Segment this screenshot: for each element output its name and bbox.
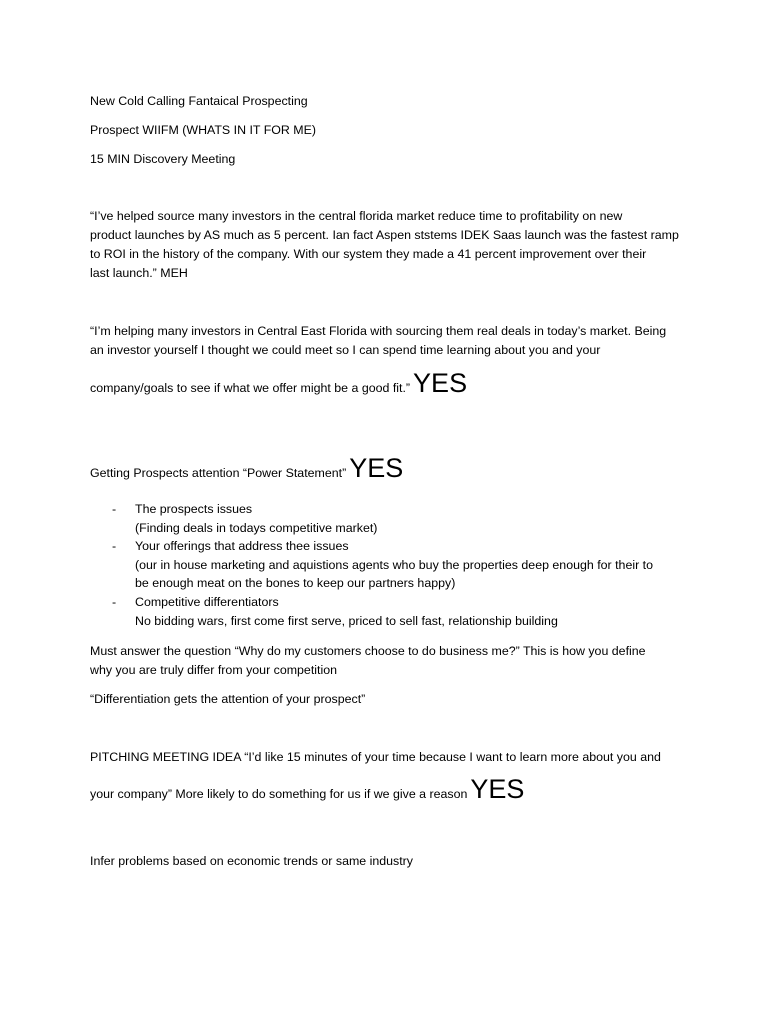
- meeting-line: 15 MIN Discovery Meeting: [90, 152, 236, 166]
- must-answer-line: Must answer the question “Why do my customers choose to do business me?” This is how you define: [90, 644, 646, 658]
- quote-meh-line: “I’ve helped source many investors in the central florida market reduce time to profitability on new: [90, 209, 623, 223]
- infer-line: Infer problems based on economic trends or same industry: [90, 854, 414, 868]
- quote-yes-line: an investor yourself I thought we could meet so I can spend time learning about you and your: [90, 343, 601, 357]
- must-answer-line: why you are truly differ from your competition: [90, 663, 337, 677]
- quote-yes-last-line: [90, 370, 685, 403]
- yes-mark: YES: [470, 774, 525, 804]
- quote-meh-line: last launch.” MEH: [90, 266, 188, 280]
- pitching-line-2-text: your company” More likely to do something for us if we give a reason: [90, 787, 468, 801]
- bullet-dash: -: [112, 539, 117, 554]
- bullet-detail: be enough meat on the bones to keep our partners happy): [135, 576, 456, 591]
- subtitle-line: Prospect WIIFM (WHATS IN IT FOR ME): [90, 123, 317, 137]
- bullet-dash: -: [112, 594, 117, 609]
- list-item: [90, 500, 690, 537]
- bullet-detail: No bidding wars, first come first serve, priced to sell fast, relationship building: [135, 613, 558, 628]
- power-statement-line: [90, 455, 685, 488]
- yes-mark: YES: [413, 368, 468, 398]
- differentiation-quote: “Differentiation gets the attention of your prospect”: [90, 692, 366, 706]
- pitching-line-2: [90, 776, 685, 809]
- quote-meh-paragraph: [90, 207, 685, 283]
- list-item: [90, 593, 690, 630]
- bullet-detail: (Finding deals in todays competitive market): [135, 520, 378, 535]
- quote-yes-paragraph: [90, 322, 685, 360]
- title-line: New Cold Calling Fantaical Prospecting: [90, 94, 308, 108]
- must-answer-paragraph: [90, 642, 685, 680]
- yes-mark: YES: [349, 453, 404, 483]
- bullet-title: The prospects issues: [135, 502, 253, 516]
- bullet-detail: (our in house marketing and aquistions agents who buy the properties deep enough for their to: [135, 557, 653, 572]
- power-statement-text: Getting Prospects attention “Power Statement”: [90, 466, 347, 480]
- quote-meh-line: product launches by AS much as 5 percent. Ian fact Aspen ststems IDEK Saas launch was the fastest ramp: [90, 228, 679, 242]
- quote-yes-line: “I’m helping many investors in Central East Florida with sourcing them real deals in today’s market. Being: [90, 324, 667, 338]
- pitching-line-1: PITCHING MEETING IDEA “I’d like 15 minutes of your time because I want to learn more about you and: [90, 750, 661, 764]
- bullet-title: Competitive differentiators: [135, 594, 279, 609]
- quote-yes-last-text: company/goals to see if what we offer might be a good fit.”: [90, 381, 411, 395]
- bullet-list: [90, 500, 690, 630]
- bullet-title: Your offerings that address thee issues: [135, 539, 349, 554]
- bullet-dash: -: [112, 502, 117, 516]
- quote-meh-line: to ROI in the history of the company. With our system they made a 41 percent improvement over their: [90, 247, 647, 261]
- list-item: [90, 537, 690, 593]
